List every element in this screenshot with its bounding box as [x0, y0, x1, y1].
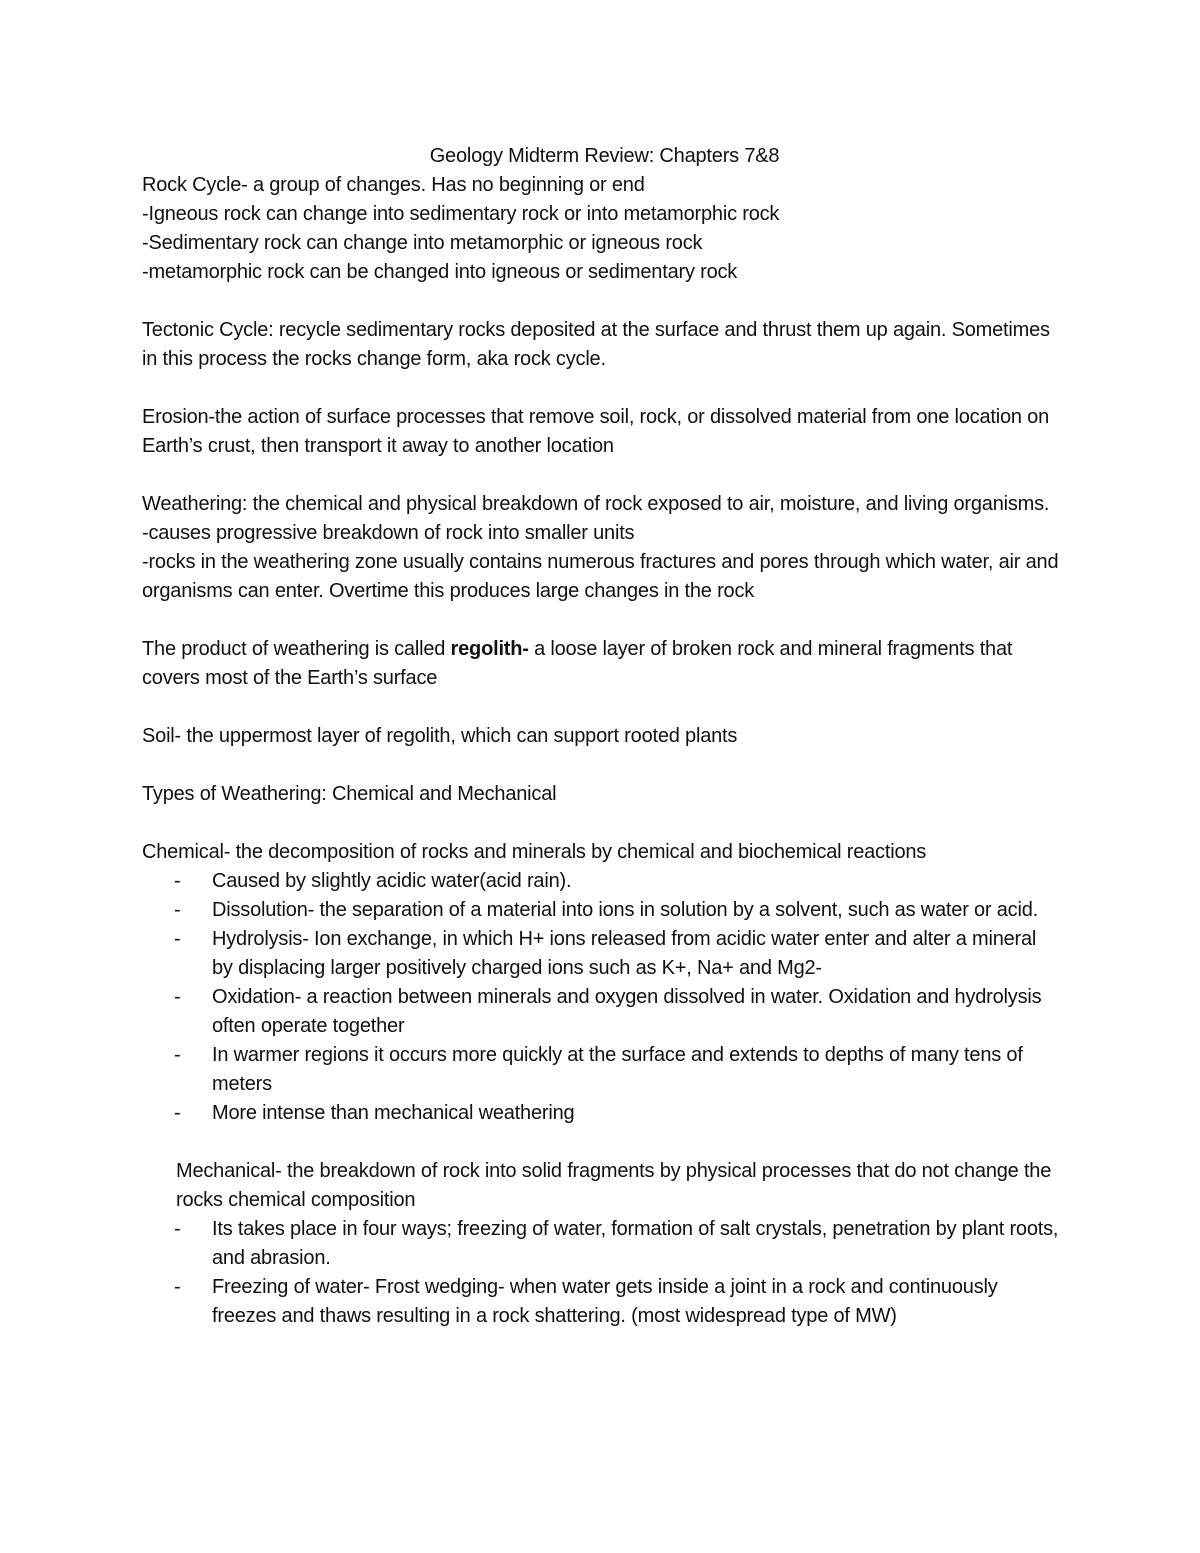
paragraph-gap: [142, 809, 1062, 838]
types-of-weathering-heading: Types of Weathering: Chemical and Mechanical: [142, 783, 557, 805]
chemical-intro: Chemical- the decomposition of rocks and minerals by chemical and biochemical reactions: [142, 841, 927, 863]
mechanical-section: [142, 1157, 1062, 1331]
rock-cycle-line: -Sedimentary rock can change into metamorphic or igneous rock: [142, 232, 703, 254]
regolith-text-after: a loose layer of broken rock and mineral fragments that covers most of the Earth’s surface: [142, 638, 1013, 689]
list-item: - Caused by slightly acidic water(acid rain).: [174, 867, 1062, 896]
rock-cycle-section: [142, 171, 1062, 287]
list-item: - More intense than mechanical weathering: [174, 1099, 1062, 1128]
mechanical-intro: Mechanical- the breakdown of rock into solid fragments by physical processes that do not change the rocks chemical composition: [176, 1160, 1052, 1211]
paragraph-gap: [142, 1128, 1062, 1157]
paragraph-gap: [142, 287, 1062, 316]
weathering-line: -causes progressive breakdown of rock into smaller units: [142, 522, 635, 544]
list-item: - Freezing of water- Frost wedging- when water gets inside a joint in a rock and continuously freezes and thaws resulting in a rock shattering. (most widespread type of MW): [174, 1273, 1062, 1331]
document-body: [142, 141, 1062, 1331]
list-item: - In warmer regions it occurs more quickly at the surface and extends to depths of many tens of meters: [174, 1041, 1062, 1099]
list-item: - Hydrolysis- Ion exchange, in which H+ ions released from acidic water enter and alter a mineral by displacing larger positively charged ions such as K+, Na+ and Mg2-: [174, 925, 1062, 983]
paragraph-gap: [142, 606, 1062, 635]
mechanical-list: [142, 1215, 1062, 1331]
weathering-section: [142, 490, 1062, 606]
rock-cycle-line: -Igneous rock can change into sedimentary rock or into metamorphic rock: [142, 203, 780, 225]
erosion-paragraph: Erosion-the action of surface processes that remove soil, rock, or dissolved material from one location on Earth’s crust, then transport it away to another location: [142, 406, 1050, 457]
list-item: - Its takes place in four ways; freezing of water, formation of salt crystals, penetration by plant roots, and abrasion.: [174, 1215, 1062, 1273]
tectonic-cycle-paragraph: Tectonic Cycle: recycle sedimentary rocks deposited at the surface and thrust them up again. Sometimes in this process the rocks change form, aka rock cycle.: [142, 319, 1050, 370]
soil-paragraph: Soil- the uppermost layer of regolith, which can support rooted plants: [142, 725, 738, 747]
regolith-term: regolith-: [450, 638, 529, 660]
regolith-text-before: The product of weathering is called: [142, 638, 451, 660]
weathering-intro: Weathering: the chemical and physical breakdown of rock exposed to air, moisture, and living organisms.: [142, 493, 1050, 515]
paragraph-gap: [142, 461, 1062, 490]
paragraph-gap: [142, 374, 1062, 403]
chemical-section: [142, 838, 1062, 1128]
list-item: - Oxidation- a reaction between minerals and oxygen dissolved in water. Oxidation and hydrolysis often operate together: [174, 983, 1062, 1041]
paragraph-gap: [142, 693, 1062, 722]
regolith-paragraph: [142, 635, 1062, 693]
chemical-list: [142, 867, 1062, 1128]
weathering-line: -rocks in the weathering zone usually contains numerous fractures and pores through which water, air and organisms can enter. Overtime this produces large changes in the rock: [142, 551, 1059, 602]
paragraph-gap: [142, 751, 1062, 780]
rock-cycle-line: -metamorphic rock can be changed into igneous or sedimentary rock: [142, 261, 738, 283]
list-item: - Dissolution- the separation of a material into ions in solution by a solvent, such as water or acid.: [174, 896, 1062, 925]
page-title: Geology Midterm Review: Chapters 7&8: [429, 145, 780, 167]
rock-cycle-intro: Rock Cycle- a group of changes. Has no beginning or end: [142, 174, 645, 196]
